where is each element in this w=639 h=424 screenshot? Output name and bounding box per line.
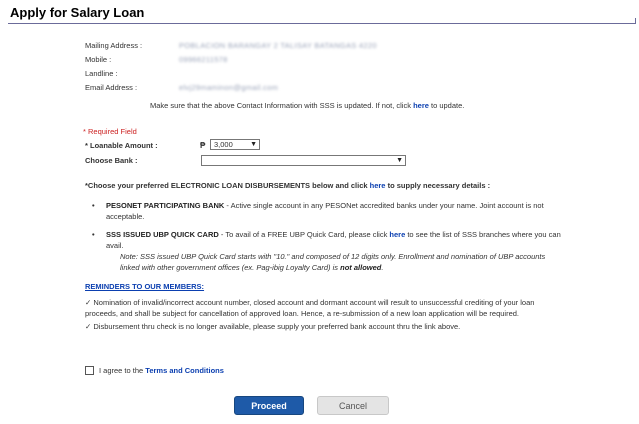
title-divider [8, 23, 636, 24]
reminder-item: ✓ Nomination of invalid/incorrect account number, closed account and dormant account will result to unsuccessful crediting of your loan proceeds, and shall be subject for cancellation of approved loan. Hence, a re-submission of a new loan application will be required. [85, 298, 535, 318]
pesonet-option [92, 200, 562, 222]
mailing-address-row [85, 38, 377, 52]
disbursement-options [92, 200, 562, 280]
landline-label: Landline : [85, 68, 118, 78]
disbursement-note-text: *Choose your preferred ELECTRONIC LOAN DISBURSEMENTS below and click [85, 181, 370, 190]
ubp-text-block [106, 229, 562, 273]
cancel-button[interactable]: Cancel [317, 396, 389, 415]
ubp-note-tail: . [381, 263, 384, 272]
choose-bank-label: Choose Bank : [85, 156, 138, 165]
pesonet-title: PESONET PARTICIPATING BANK [106, 201, 225, 210]
loanable-amount-label: * Loanable Amount : [85, 141, 158, 150]
agree-text: I agree to the [99, 366, 144, 375]
contact-info [85, 38, 377, 94]
disbursement-details-link[interactable]: here [369, 181, 386, 190]
required-field-note: * Required Field [83, 127, 137, 136]
ubp-description: - To avail of a FREE UBP Quick Card, please click [218, 230, 390, 239]
landline-row [85, 66, 377, 80]
agree-checkbox[interactable] [85, 366, 94, 375]
page-title: Apply for Salary Loan [10, 5, 145, 20]
disbursement-note-tail: to supply necessary details : [385, 181, 491, 190]
email-value: elvj29maminon@gmail.com [179, 82, 279, 92]
ubp-option [92, 229, 562, 273]
chevron-down-icon: ▼ [396, 157, 403, 164]
reminders-title: REMINDERS TO OUR MEMBERS: [85, 282, 205, 291]
mobile-label: Mobile : [85, 54, 112, 64]
sss-branches-link[interactable]: here [389, 230, 406, 239]
choose-bank-select[interactable] [201, 155, 406, 166]
update-note-text: Make sure that the above Contact Information with SSS is updated. If not, click [150, 101, 414, 110]
ubp-note [120, 251, 562, 273]
email-label: Email Address : [85, 82, 138, 92]
mailing-address-value: POBLACION BARANGAY 2 TALISAY BATANGAS 4220 [179, 40, 377, 50]
email-row [85, 80, 377, 94]
title-divider-end [635, 18, 636, 24]
chevron-down-icon: ▼ [250, 141, 257, 148]
loanable-amount-value: 3,000 [214, 140, 233, 149]
ubp-note-bold: not allowed [340, 263, 382, 272]
update-contact-link[interactable]: here [413, 101, 429, 110]
reminders-list [85, 297, 555, 334]
proceed-button[interactable]: Proceed [234, 396, 304, 415]
peso-sign: ₱ [200, 141, 206, 150]
mailing-address-label: Mailing Address : [85, 40, 143, 50]
update-contact-note [150, 101, 464, 110]
terms-agreement [85, 366, 224, 375]
pesonet-text-block [106, 200, 562, 222]
ubp-description-tail: to see the list of SSS branches where you can avail. [106, 230, 561, 250]
ubp-title: SSS ISSUED UBP QUICK CARD [106, 230, 219, 239]
reminder-item: ✓ Disbursement thru check is no longer available, please supply your preferred bank account thru the link above. [85, 322, 461, 331]
ubp-note-text: Note: SSS issued UBP Quick Card starts with "10." and composed of 12 digits only. Enrollment and nomination of UBP accounts linked with other government offices (ex. Pag-ibig Loyalty Card) is [120, 252, 546, 272]
loanable-amount-select[interactable] [210, 139, 260, 150]
update-note-tail: to update. [428, 101, 465, 110]
pesonet-description: - Active single account in any PESONet accredited banks under your name. Joint account is not acceptable. [106, 201, 544, 221]
disbursement-note [85, 181, 490, 190]
bullet-icon: • [92, 230, 95, 239]
bullet-icon: • [92, 201, 95, 210]
terms-link[interactable]: Terms and Conditions [145, 366, 224, 375]
mobile-row [85, 52, 377, 66]
mobile-value: 09966211578 [179, 54, 228, 64]
